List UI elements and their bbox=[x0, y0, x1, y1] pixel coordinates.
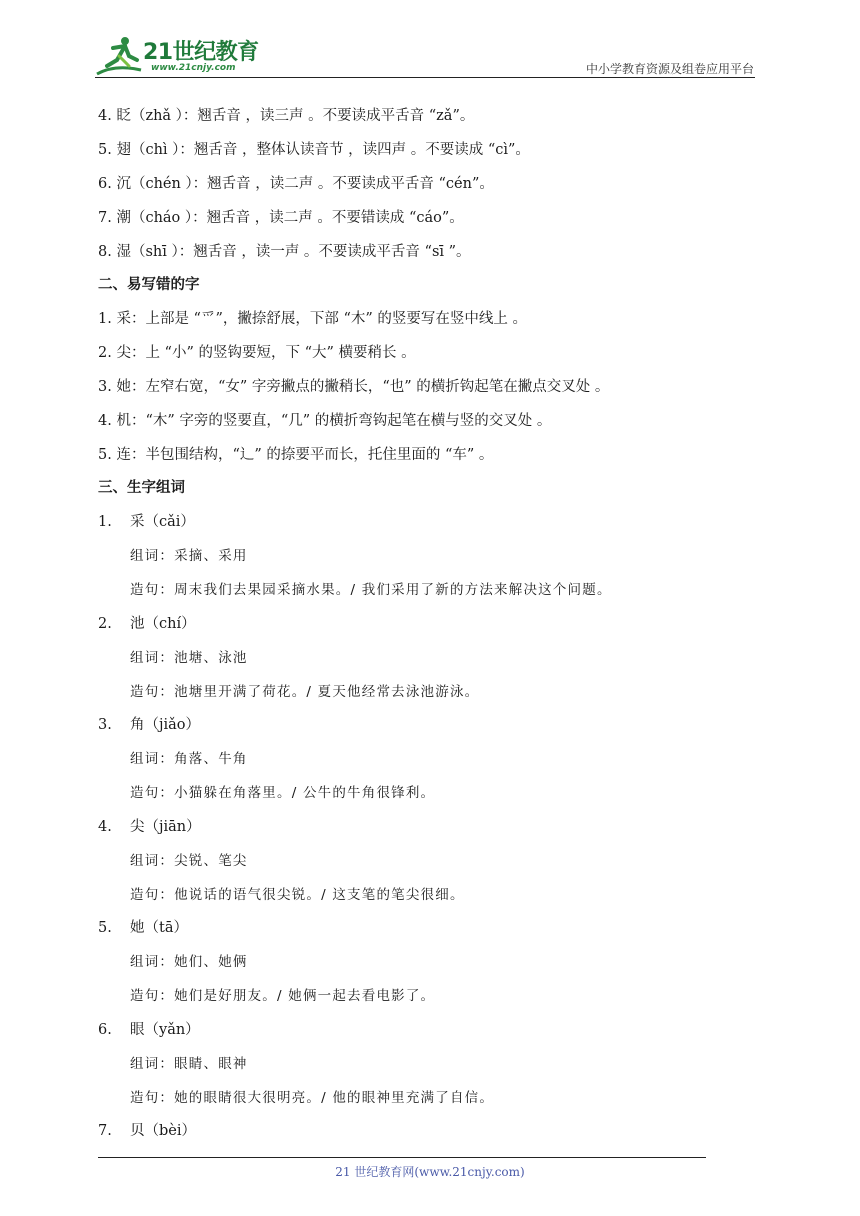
vocab-sentence: 造句：她的眼睛很大很明亮。/ 他的眼神里充满了自信。 bbox=[130, 1090, 495, 1106]
vocab-words: 组词：池塘、泳池 bbox=[130, 650, 248, 666]
vocab-char-text: 角（jiǎo） bbox=[130, 717, 201, 733]
vocab-char bbox=[98, 1020, 200, 1040]
vocab-char-text: 采（cǎi） bbox=[130, 514, 195, 530]
page-footer: 21 世纪教育网(www.21cnjy.com) bbox=[335, 1165, 525, 1179]
vocab-words: 组词：尖锐、笔尖 bbox=[130, 853, 248, 869]
vocab-char-text: 眼（yǎn） bbox=[130, 1022, 200, 1038]
vocab-sentence: 造句：小猫躲在角落里。/ 公牛的牛角很锋利。 bbox=[130, 785, 436, 801]
vocab-words: 组词：采摘、采用 bbox=[130, 548, 248, 564]
header-divider bbox=[95, 77, 755, 78]
section-heading: 二、易写错的字 bbox=[98, 277, 200, 293]
vocab-char-text: 她（tā） bbox=[130, 920, 188, 936]
writing-item: 1. 采：上部是 “爫”，撇捺舒展，下部 “木” 的竖要写在竖中线上 。 bbox=[98, 311, 528, 327]
vocab-sentence: 造句：池塘里开满了荷花。/ 夏天他经常去泳池游泳。 bbox=[130, 684, 480, 700]
writing-item: 2. 尖：上 “小” 的竖钩要短，下 “大” 横要稍长 。 bbox=[98, 345, 416, 361]
pronunciation-item: 6. 沉（chén ）：翘舌音 ，读二声 。不要读成平舌音 “cén”。 bbox=[98, 176, 494, 192]
pronunciation-item: 4. 眨（zhǎ ）：翘舌音 ，读三声 。不要读成平舌音 “zǎ”。 bbox=[98, 108, 475, 124]
vocab-char-text: 池（chí） bbox=[130, 616, 196, 632]
vocab-char bbox=[98, 715, 200, 735]
vocab-char-text: 贝（bèi） bbox=[130, 1123, 197, 1139]
vocab-words: 组词：她们、她俩 bbox=[130, 954, 248, 970]
vocab-num: 4. bbox=[98, 819, 112, 835]
pronunciation-item: 5. 翅（chì ）：翘舌音 ，整体认读音节 ，读四声 。不要读成 “cì”。 bbox=[98, 142, 530, 158]
vocab-num: 5. bbox=[98, 920, 112, 936]
vocab-words: 组词：角落、牛角 bbox=[130, 751, 248, 767]
vocab-char bbox=[98, 1121, 196, 1141]
vocab-num: 2. bbox=[98, 616, 112, 632]
vocab-sentence: 造句：周末我们去果园采摘水果。/ 我们采用了新的方法来解决这个问题。 bbox=[130, 582, 612, 598]
footer-divider bbox=[98, 1157, 706, 1158]
vocab-num: 3. bbox=[98, 717, 112, 733]
pronunciation-item: 7. 潮（cháo ）：翘舌音 ，读二声 。不要错读成 “cáo”。 bbox=[98, 210, 464, 226]
section-heading: 三、生字组词 bbox=[98, 480, 185, 496]
logo-url: www.21cnjy.com bbox=[151, 63, 236, 73]
pronunciation-item: 8. 湿（shī ）：翘舌音 ，读一声 。不要读成平舌音 “sī ”。 bbox=[98, 244, 471, 260]
logo-text: 21世纪教育 bbox=[143, 40, 259, 65]
vocab-char bbox=[98, 918, 188, 938]
writing-item: 4. 机：“木” 字旁的竖要直，“几” 的横折弯钩起笔在横与竖的交叉处 。 bbox=[98, 413, 552, 429]
vocab-char bbox=[98, 817, 201, 837]
runner-logo-icon bbox=[95, 34, 145, 78]
vocab-sentence: 造句：她们是好朋友。/ 她俩一起去看电影了。 bbox=[130, 988, 436, 1004]
platform-name: 中小学教育资源及组卷应用平台 bbox=[585, 62, 754, 76]
logo bbox=[95, 34, 265, 78]
vocab-char-text: 尖（jiān） bbox=[130, 819, 201, 835]
vocab-num: 7. bbox=[98, 1123, 112, 1139]
vocab-num: 6. bbox=[98, 1022, 112, 1038]
writing-item: 5. 连：半包围结构，“辶” 的捺要平而长，托住里面的 “车” 。 bbox=[98, 447, 494, 463]
vocab-sentence: 造句：他说话的语气很尖锐。/ 这支笔的笔尖很细。 bbox=[130, 887, 465, 903]
vocab-words: 组词：眼睛、眼神 bbox=[130, 1056, 248, 1072]
page-header bbox=[0, 0, 860, 80]
vocab-num: 1. bbox=[98, 514, 112, 530]
vocab-char bbox=[98, 512, 195, 532]
vocab-char bbox=[98, 614, 196, 634]
writing-item: 3. 她：左窄右宽，“女” 字旁撇点的撇稍长，“也” 的横折钩起笔在撇点交叉处 。 bbox=[98, 379, 610, 395]
